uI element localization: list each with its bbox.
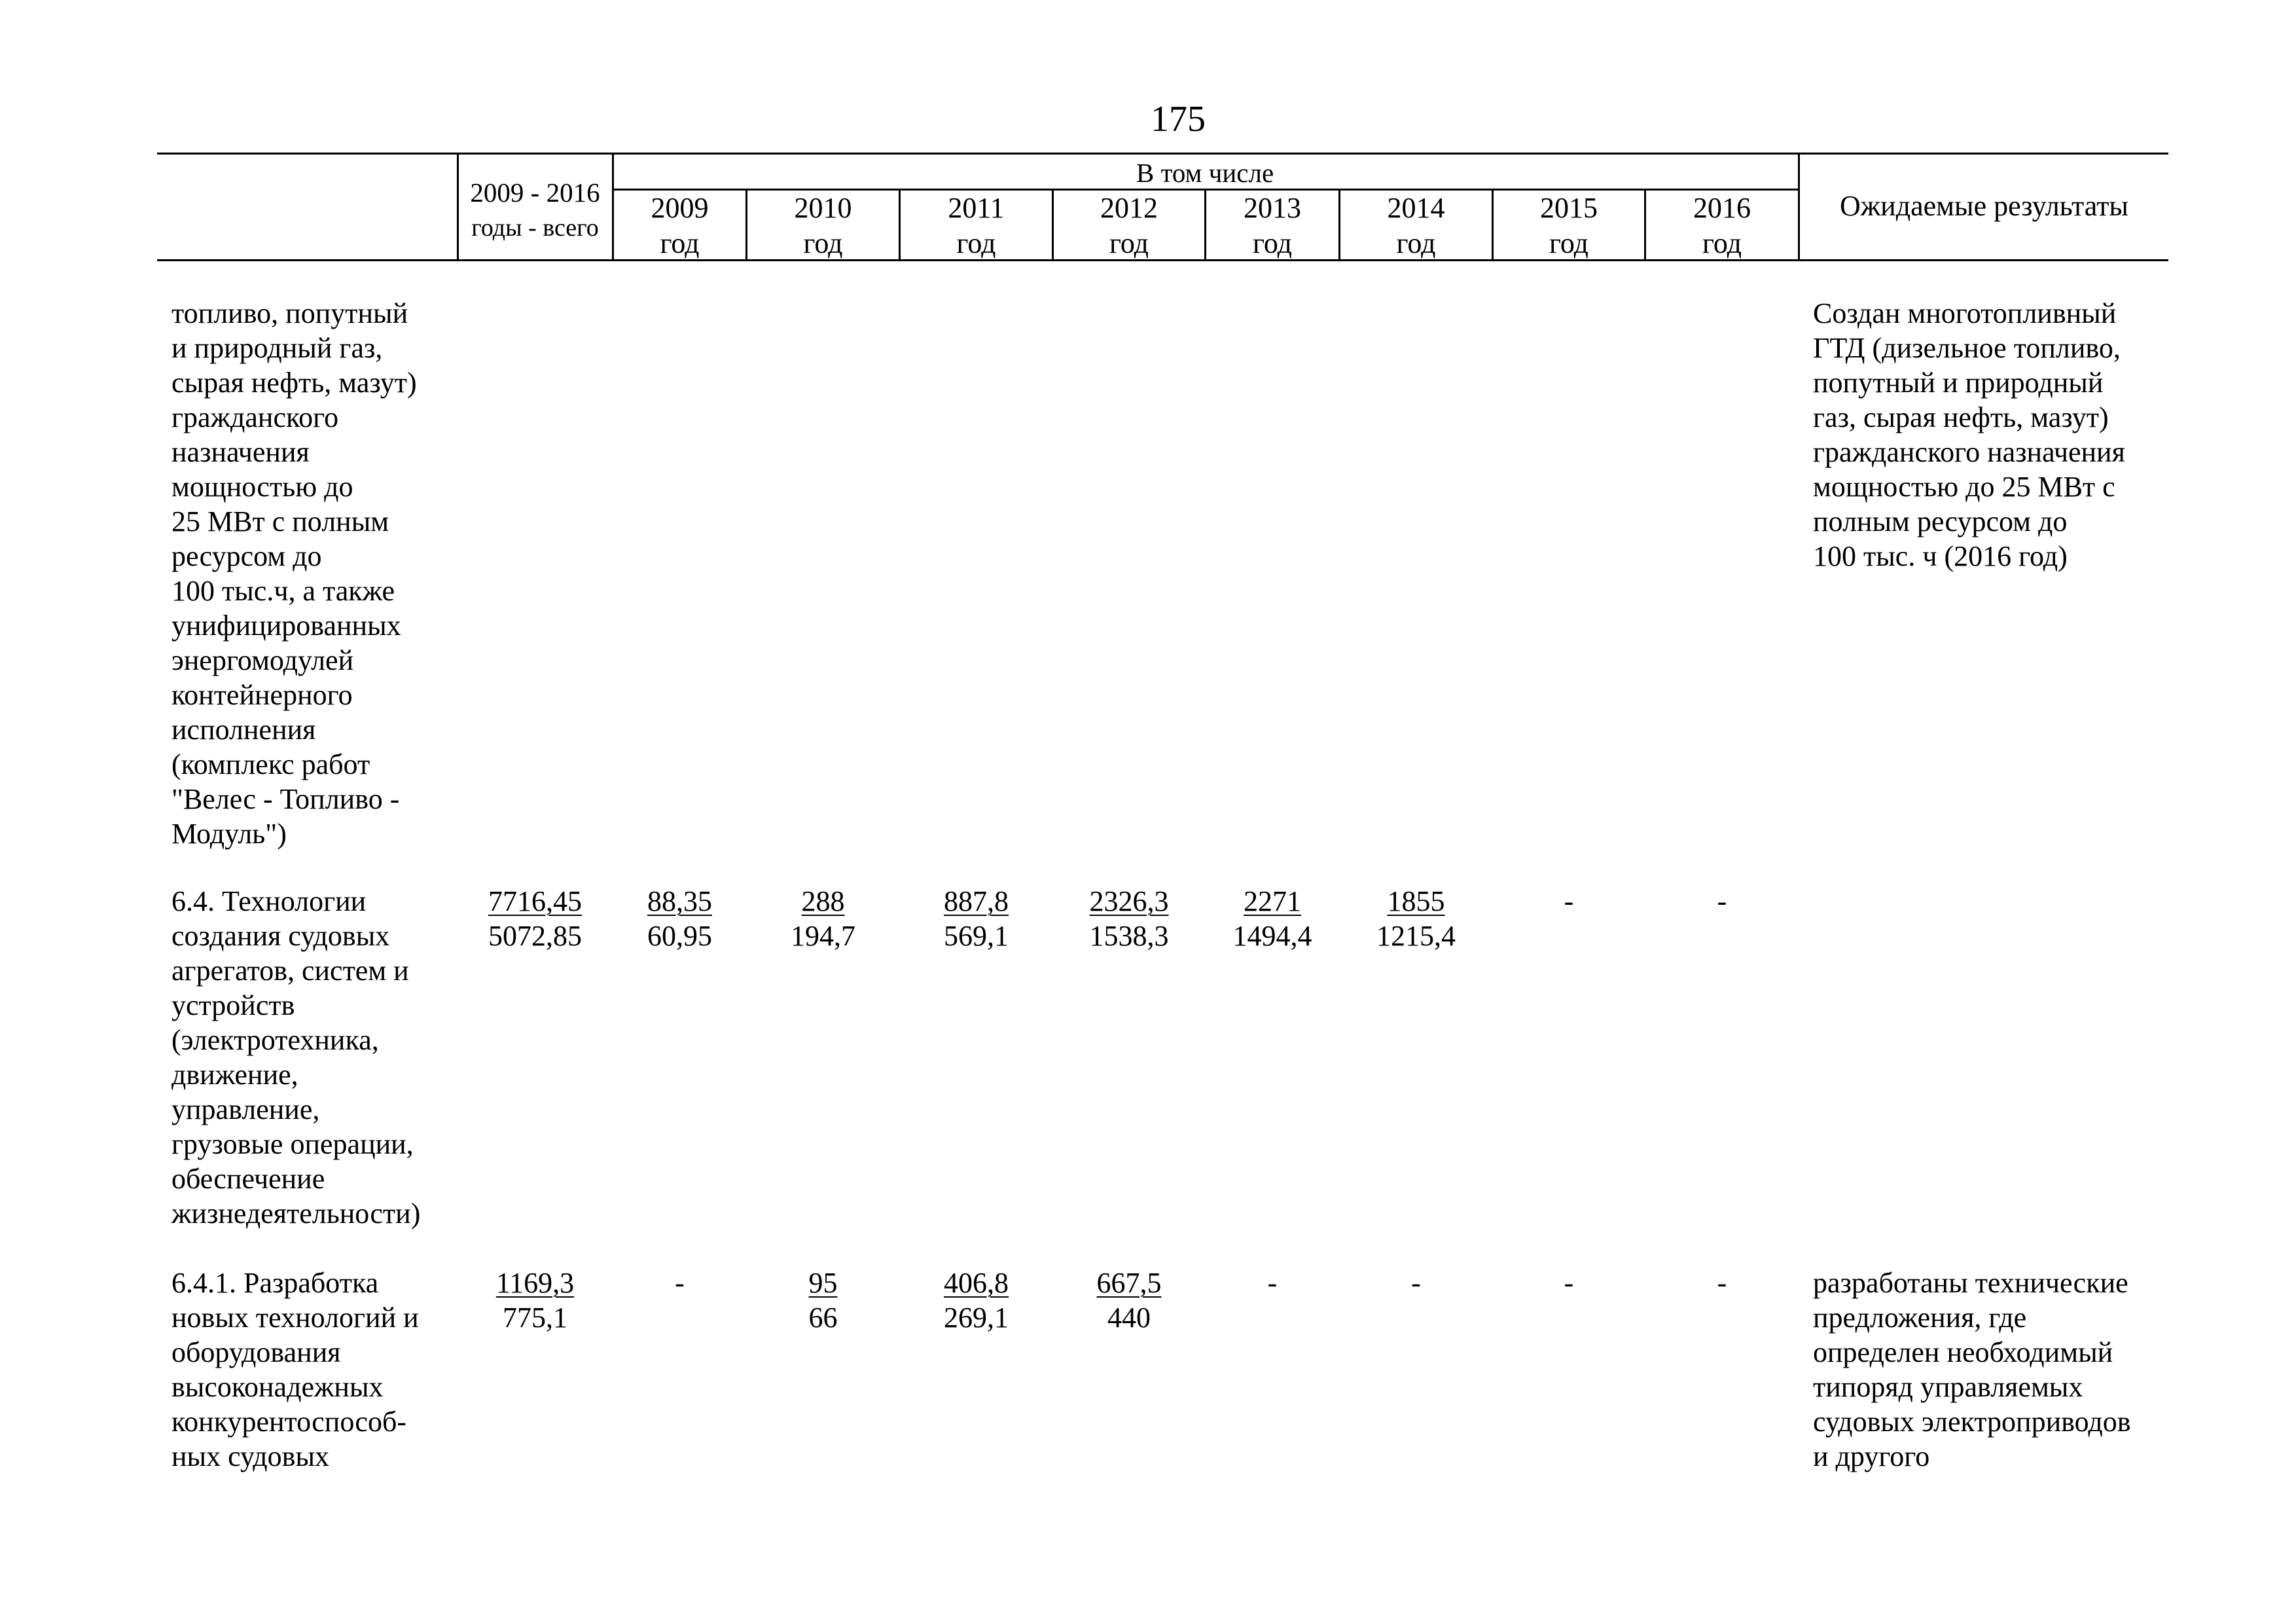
row-2-year-2-value-federal: 269,1	[944, 1302, 1009, 1334]
row-1-year-1-value-total: 288	[801, 885, 845, 917]
header-year-2: 2011	[948, 192, 1005, 224]
row-1-total-value-federal: 5072,85	[488, 920, 582, 952]
row-2-year-7-value-dash: -	[1717, 1267, 1727, 1299]
row-2-year-0-value-dash: -	[675, 1267, 685, 1299]
row-name-0: топливо, попутный и природный газ, сырая нефть, мазут) гражданского назначения мощностью до 25 МВт с полным ресурсом до 100 тыс.ч, а также унифицированных энергомодулей контейнерного исполнения (комплекс работ "Велес - Топливо - Модуль")	[171, 297, 417, 850]
row-2-year-1-value-federal: 66	[808, 1302, 838, 1334]
row-1-year-0-value-total: 88,35	[647, 885, 712, 917]
row-2-year-2-value-total: 406,8	[944, 1267, 1009, 1299]
header-year-7: 2016	[1693, 192, 1751, 224]
row-2-year-6-value-dash: -	[1564, 1267, 1574, 1299]
page-number: 175	[1151, 99, 1206, 139]
header-year-unit-6: год	[1549, 227, 1589, 259]
row-1-year-2-value-total: 887,8	[944, 885, 1009, 917]
row-1-year-7-value-dash: -	[1717, 885, 1727, 917]
header-year-unit-1: год	[803, 227, 843, 259]
row-1-year-0-value	[614, 884, 745, 953]
header-total-line2: годы - всего	[471, 214, 599, 242]
row-1-year-0-value-federal: 60,95	[647, 920, 712, 952]
row-result-0: Создан многотопливный ГТД (дизельное топливо, попутный и природный газ, сырая нефть, мазут) гражданского назначения мощностью до 25 МВт с полным ресурсом до 100 тыс. ч (2016 год)	[1813, 297, 2125, 572]
row-name-1: 6.4. Технологии создания судовых агрегатов, систем и устройств (электротехника, движение, управление, грузовые операции, обеспечение жизнедеятельности)	[171, 885, 421, 1230]
row-result-2: разработаны технические предложения, где определен необходимый типоряд управляемых судовых электроприводов и другого	[1813, 1267, 2131, 1472]
row-2-year-4-value-dash: -	[1267, 1267, 1278, 1299]
header-year-3: 2012	[1100, 192, 1158, 224]
header-year-unit-0: год	[660, 227, 700, 259]
header-year-0: 2009	[651, 192, 709, 224]
row-2-year-3-value-total: 667,5	[1096, 1267, 1162, 1299]
header-year-unit-3: год	[1109, 227, 1149, 259]
row-2-year-3-value	[1054, 1266, 1204, 1335]
row-2-year-1-value	[747, 1266, 899, 1335]
row-1-year-3-value-total: 2326,3	[1089, 885, 1169, 917]
row-1-year-1-value	[747, 884, 899, 953]
row-1-year-5-value-total: 1855	[1387, 885, 1445, 917]
header-total-line1: 2009 - 2016	[470, 177, 600, 208]
row-1-year-4-value	[1206, 884, 1338, 953]
row-2-year-5-value-dash: -	[1411, 1267, 1421, 1299]
row-1-year-2-value-federal: 569,1	[944, 920, 1009, 952]
row-1-total-value	[458, 884, 612, 953]
row-1-total-value-total: 7716,45	[488, 885, 582, 917]
header-group-label: В том числе	[1136, 158, 1274, 188]
header-results-label: Ожидаемые результаты	[1840, 190, 2128, 222]
header-year-unit-5: год	[1396, 227, 1436, 259]
row-2-total-value	[458, 1266, 612, 1335]
row-2-year-1-value-total: 95	[808, 1267, 838, 1299]
row-1-year-4-value-federal: 1494,4	[1232, 920, 1312, 952]
header-year-unit-7: год	[1702, 227, 1742, 259]
row-name-2: 6.4.1. Разработка новых технологий и оборудования высоконадежных конкурентоспособ- ных судовых	[171, 1267, 419, 1472]
row-2-total-value-total: 1169,3	[495, 1267, 575, 1299]
header-year-1: 2010	[794, 192, 852, 224]
row-1-year-5-value-federal: 1215,4	[1376, 920, 1456, 952]
row-1-year-3-value-federal: 1538,3	[1089, 920, 1169, 952]
header-year-6: 2015	[1540, 192, 1598, 224]
row-1-year-6-value-dash: -	[1564, 885, 1574, 917]
row-2-year-2-value	[901, 1266, 1052, 1335]
header-year-unit-2: год	[956, 227, 996, 259]
row-1-year-4-value-total: 2271	[1244, 885, 1301, 917]
header-year-unit-4: год	[1252, 227, 1293, 259]
row-1-year-3-value	[1054, 884, 1204, 953]
row-1-year-2-value	[901, 884, 1052, 953]
row-1-year-1-value-federal: 194,7	[791, 920, 855, 952]
row-2-year-3-value-federal: 440	[1107, 1302, 1151, 1334]
header-year-5: 2014	[1387, 192, 1445, 224]
row-2-total-value-federal: 775,1	[503, 1302, 567, 1334]
header-year-4: 2013	[1244, 192, 1301, 224]
row-1-year-5-value	[1340, 884, 1492, 953]
